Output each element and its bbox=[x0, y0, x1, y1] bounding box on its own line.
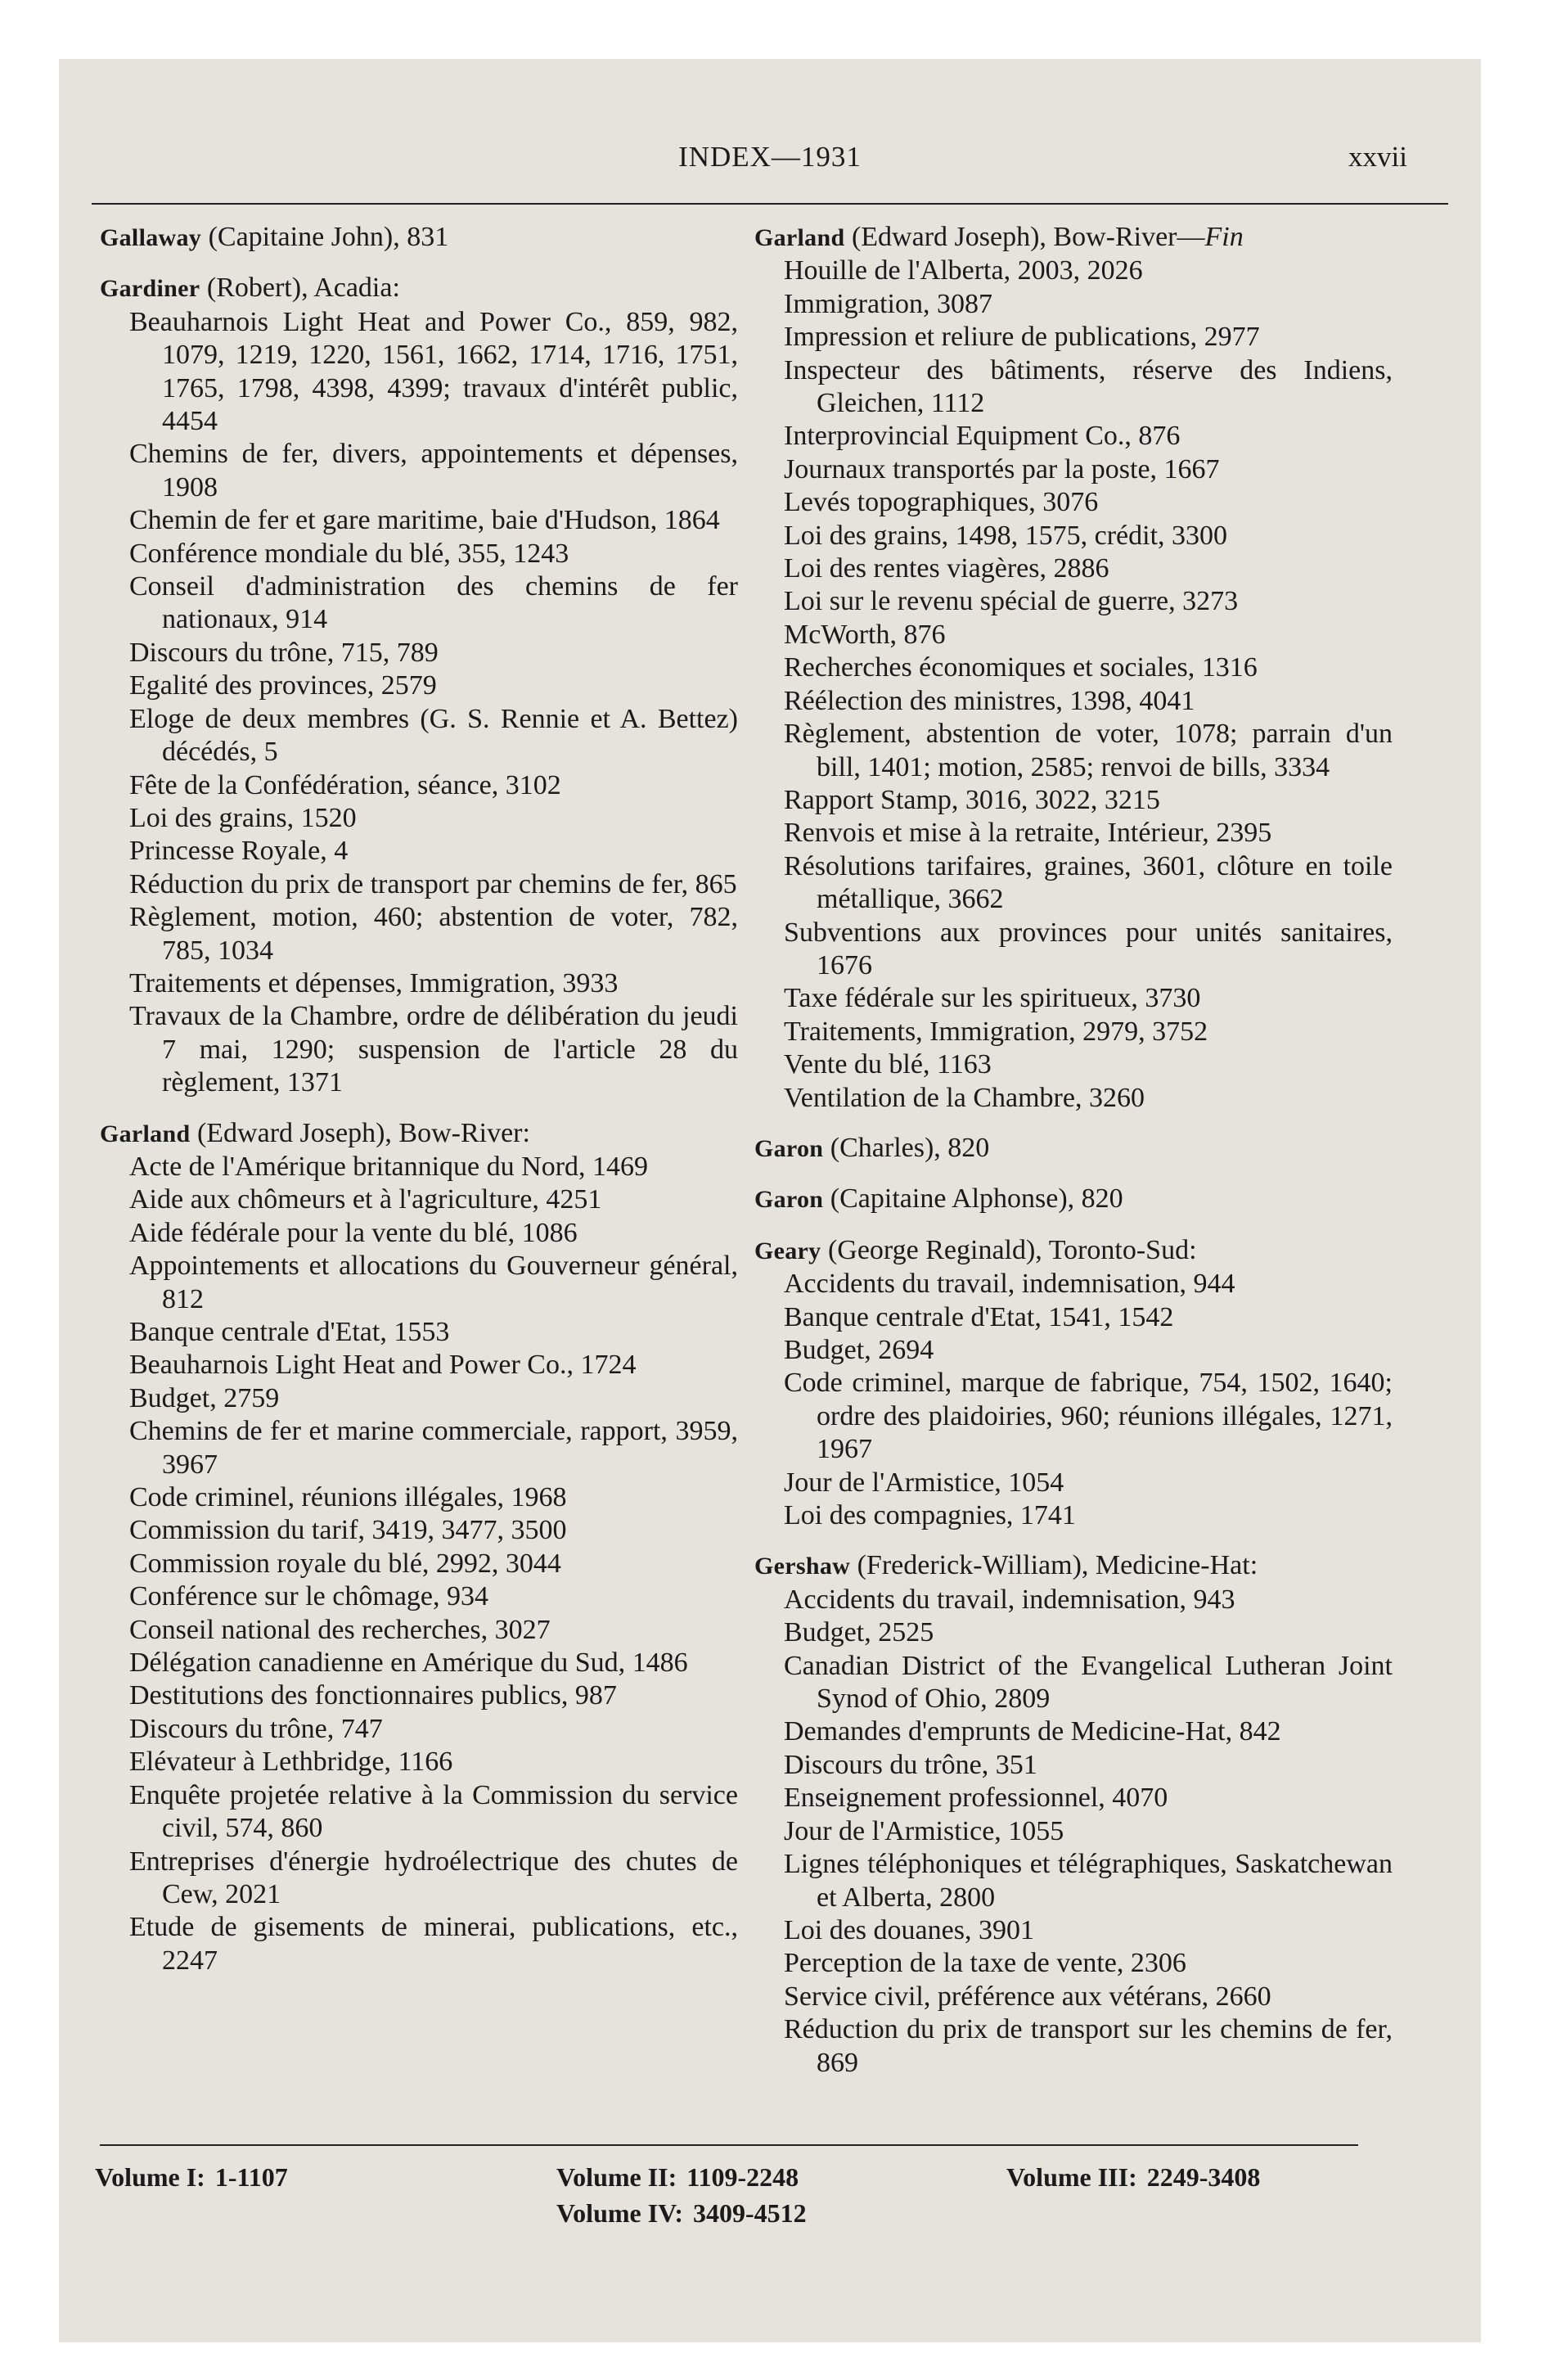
sub-entry: Chemins de fer et marine commerciale, rapport, 3959, 3967 bbox=[129, 1416, 738, 1480]
sub-entry: Code criminel, réunions illégales, 1968 bbox=[129, 1482, 567, 1513]
sub-entry: Accidents du travail, indemnisation, 943 bbox=[784, 1584, 1235, 1615]
sub-entry: Réduction du prix de transport par chemins de fer, 865 bbox=[129, 868, 737, 899]
volume-1 bbox=[95, 2162, 288, 2193]
volume-4-label: Volume IV: bbox=[556, 2198, 683, 2228]
sub-entry: Budget, 2694 bbox=[784, 1335, 934, 1365]
page-number: xxvii bbox=[1348, 141, 1407, 173]
entry-heading bbox=[100, 1117, 738, 1151]
entry-heading bbox=[754, 221, 1393, 255]
sub-entry: Demandes d'emprunts de Medicine-Hat, 842 bbox=[784, 1716, 1281, 1747]
sub-entry: Conseil national des recherches, 3027 bbox=[129, 1614, 551, 1645]
sub-entry: Traitements, Immigration, 2979, 3752 bbox=[784, 1016, 1208, 1047]
volume-2-range: 1109-2248 bbox=[686, 2162, 799, 2192]
entry-description: (Capitaine John), 831 bbox=[208, 222, 449, 252]
sub-entry: Canadian District of the Evangelical Lutheran Joint Synod of Ohio, 2809 bbox=[784, 1650, 1393, 1715]
sub-entry: Taxe fédérale sur les spiritueux, 3730 bbox=[784, 983, 1201, 1014]
sub-entry: Acte de l'Amérique britannique du Nord, 1469 bbox=[129, 1151, 649, 1182]
sub-entry: Banque centrale d'Etat, 1553 bbox=[129, 1317, 450, 1347]
sub-entry: Rapport Stamp, 3016, 3022, 3215 bbox=[784, 784, 1160, 815]
header-rule bbox=[92, 203, 1448, 205]
sub-entry: McWorth, 876 bbox=[784, 619, 946, 650]
sub-entry: Loi sur le revenu spécial de guerre, 3273 bbox=[784, 586, 1239, 617]
sub-entry: Discours du trône, 351 bbox=[784, 1749, 1037, 1780]
sub-entry: Impression et reliure de publications, 2977 bbox=[784, 322, 1260, 353]
sub-entry: Etude de gisements de minerai, publications, etc., 2247 bbox=[129, 1912, 738, 1976]
entry-description: (Edward Joseph), Bow-River— bbox=[851, 222, 1205, 252]
index-entry bbox=[754, 1132, 1393, 1165]
entry-name: Garland bbox=[754, 224, 845, 251]
sub-entry: Conférence mondiale du blé, 355, 1243 bbox=[129, 538, 569, 569]
sub-entry: Recherches économiques et sociales, 1316 bbox=[784, 652, 1258, 683]
sub-entry: Elévateur à Lethbridge, 1166 bbox=[129, 1747, 453, 1778]
sub-entry: Enquête projetée relative à la Commission du service civil, 574, 860 bbox=[129, 1779, 738, 1844]
entry-description: (Charles), 820 bbox=[830, 1132, 990, 1163]
sub-entry: Réélection des ministres, 1398, 4041 bbox=[784, 685, 1195, 716]
sub-entry: Conférence sur le chômage, 934 bbox=[129, 1581, 488, 1612]
sub-entry: Appointements et allocations du Gouverneur général, 812 bbox=[129, 1251, 738, 1314]
sub-entry: Banque centrale d'Etat, 1541, 1542 bbox=[784, 1301, 1174, 1332]
sub-entry: Loi des douanes, 3901 bbox=[784, 1914, 1034, 1945]
sub-entry: Traitements et dépenses, Immigration, 3933 bbox=[129, 967, 619, 998]
volume-2-label: Volume II: bbox=[556, 2162, 677, 2192]
entry-heading bbox=[100, 272, 738, 305]
footer-rule bbox=[100, 2144, 1358, 2146]
sub-entry: Commission royale du blé, 2992, 3044 bbox=[129, 1548, 561, 1579]
sub-entry: Règlement, motion, 460; abstention de voter, 782, 785, 1034 bbox=[129, 902, 738, 966]
sub-entry: Beauharnois Light Heat and Power Co., 859, 982, 1079, 1219, 1220, 1561, 1662, 1714, 1716, 1751, 1765, 1798, 4398, 4399; travaux d'intérêt public, 4454 bbox=[129, 306, 738, 437]
entry-heading bbox=[100, 221, 738, 255]
sub-entry: Accidents du travail, indemnisation, 944 bbox=[784, 1269, 1235, 1300]
volume-1-range: 1-1107 bbox=[214, 2162, 288, 2192]
sub-entry: Réduction du prix de transport sur les chemins de fer, 869 bbox=[784, 2014, 1393, 2078]
sub-entry: Immigration, 3087 bbox=[784, 288, 992, 319]
sub-entry: Entreprises d'énergie hydroélectrique des chutes de Cew, 2021 bbox=[129, 1846, 738, 1909]
entry-heading bbox=[754, 1132, 1393, 1165]
sub-entry: Discours du trône, 715, 789 bbox=[129, 637, 439, 668]
index-page bbox=[59, 59, 1481, 2342]
sub-entry: Loi des grains, 1498, 1575, crédit, 3300 bbox=[784, 520, 1228, 551]
sub-entry: Destitutions des fonctionnaires publics, 987 bbox=[129, 1680, 617, 1711]
sub-entry: Vente du blé, 1163 bbox=[784, 1049, 992, 1080]
entry-description: (Robert), Acadia: bbox=[206, 273, 400, 304]
entry-description: (Capitaine Alphonse), 820 bbox=[830, 1183, 1123, 1215]
sub-entry: Jour de l'Armistice, 1054 bbox=[784, 1467, 1064, 1498]
sub-entry: Egalité des provinces, 2579 bbox=[129, 670, 437, 701]
sub-entry: Travaux de la Chambre, ordre de délibération du jeudi 7 mai, 1290; suspension de l'article 28 du règlement, 1371 bbox=[129, 1001, 738, 1098]
index-entry bbox=[754, 221, 1393, 1115]
entry-heading bbox=[754, 1234, 1393, 1268]
volume-4 bbox=[556, 2198, 807, 2229]
left-column bbox=[100, 221, 738, 1977]
entry-description: (Edward Joseph), Bow-River: bbox=[196, 1117, 530, 1148]
entry-heading bbox=[754, 1549, 1393, 1583]
index-entry bbox=[100, 1117, 738, 1978]
entry-name: Gardiner bbox=[100, 275, 200, 303]
sub-entry: Perception de la taxe de vente, 2306 bbox=[784, 1948, 1186, 1979]
sub-entry: Beauharnois Light Heat and Power Co., 1724 bbox=[129, 1350, 637, 1381]
index-entry bbox=[100, 221, 738, 255]
sub-entry: Résolutions tarifaires, graines, 3601, clôture en toile métallique, 3662 bbox=[784, 850, 1393, 915]
sub-entry: Règlement, abstention de voter, 1078; parrain d'un bill, 1401; motion, 2585; renvoi de bills, 3334 bbox=[784, 719, 1393, 782]
entry-name: Geary bbox=[754, 1237, 821, 1264]
right-column bbox=[754, 221, 1393, 2080]
sub-entry: Discours du trône, 747 bbox=[129, 1713, 383, 1744]
volume-4-range: 3409-4512 bbox=[693, 2198, 807, 2228]
sub-entry: Conseil d'administration des chemins de fer nationaux, 914 bbox=[129, 571, 738, 635]
sub-entry: Levés topographiques, 3076 bbox=[784, 487, 1099, 518]
volume-1-label: Volume I: bbox=[95, 2162, 205, 2192]
sub-entry: Commission du tarif, 3419, 3477, 3500 bbox=[129, 1515, 567, 1546]
sub-entry: Houille de l'Alberta, 2003, 2026 bbox=[784, 255, 1143, 286]
sub-entry: Budget, 2525 bbox=[784, 1617, 934, 1648]
sub-entry: Délégation canadienne en Amérique du Sud, 1486 bbox=[129, 1648, 688, 1679]
volume-3-label: Volume III: bbox=[1006, 2162, 1137, 2192]
entry-name: Garon bbox=[754, 1134, 824, 1162]
index-entry bbox=[754, 1183, 1393, 1216]
sub-entry: Lignes téléphoniques et télégraphiques, Saskatchewan et Alberta, 2800 bbox=[784, 1849, 1393, 1913]
sub-entry: Loi des compagnies, 1741 bbox=[784, 1500, 1076, 1531]
sub-entry: Fête de la Confédération, séance, 3102 bbox=[129, 769, 561, 800]
entry-name: Garon bbox=[754, 1186, 824, 1214]
entry-name: Gershaw bbox=[754, 1553, 851, 1580]
sub-entry: Aide aux chômeurs et à l'agriculture, 4251 bbox=[129, 1184, 602, 1215]
sub-entry: Renvois et mise à la retraite, Intérieur, 2395 bbox=[784, 818, 1272, 849]
entry-description: (Frederick-William), Medicine-Hat: bbox=[857, 1550, 1258, 1581]
index-entry bbox=[100, 272, 738, 1099]
sub-entry: Service civil, préférence aux vétérans, 2660 bbox=[784, 1981, 1271, 2012]
sub-entry: Ventilation de la Chambre, 3260 bbox=[784, 1082, 1145, 1113]
sub-entry: Interprovincial Equipment Co., 876 bbox=[784, 421, 1181, 452]
sub-entry: Journaux transportés par la poste, 1667 bbox=[784, 453, 1220, 485]
sub-entry: Inspecteur des bâtiments, réserve des Indiens, Gleichen, 1112 bbox=[784, 354, 1393, 419]
page-title: INDEX—1931 bbox=[678, 141, 862, 173]
entry-name: Gallaway bbox=[100, 224, 202, 251]
sub-entry: Aide fédérale pour la vente du blé, 1086 bbox=[129, 1217, 578, 1248]
sub-entry: Chemins de fer, divers, appointements et dépenses, 1908 bbox=[129, 439, 738, 503]
sub-entry: Subventions aux provinces pour unités sanitaires, 1676 bbox=[784, 917, 1393, 980]
index-entry bbox=[754, 1234, 1393, 1533]
index-entry bbox=[754, 1549, 1393, 2080]
sub-entry: Code criminel, marque de fabrique, 754, 1502, 1640; ordre des plaidoiries, 960; réunions illégales, 1271, 1967 bbox=[784, 1368, 1393, 1465]
sub-entry: Jour de l'Armistice, 1055 bbox=[784, 1815, 1064, 1846]
page-header bbox=[59, 141, 1481, 182]
sub-entry: Budget, 2759 bbox=[129, 1382, 280, 1413]
volume-footer bbox=[59, 2162, 1481, 2252]
sub-entry: Enseignement professionnel, 4070 bbox=[784, 1783, 1168, 1814]
sub-entry: Loi des rentes viagères, 2886 bbox=[784, 553, 1109, 584]
sub-entry: Loi des grains, 1520 bbox=[129, 802, 357, 833]
entry-name: Garland bbox=[100, 1120, 191, 1147]
volume-3-range: 2249-3408 bbox=[1146, 2162, 1261, 2192]
sub-entry: Chemin de fer et gare maritime, baie d'Hudson, 1864 bbox=[129, 505, 720, 536]
sub-entry: Princesse Royale, 4 bbox=[129, 836, 349, 867]
sub-entry: Eloge de deux membres (G. S. Rennie et A. Bettez) décédés, 5 bbox=[129, 703, 738, 768]
entry-description: (George Reginald), Toronto-Sud: bbox=[827, 1234, 1197, 1265]
entry-description-italic: Fin bbox=[1204, 222, 1244, 252]
volume-2 bbox=[556, 2162, 799, 2193]
volume-3 bbox=[1006, 2162, 1260, 2193]
entry-heading bbox=[754, 1183, 1393, 1216]
